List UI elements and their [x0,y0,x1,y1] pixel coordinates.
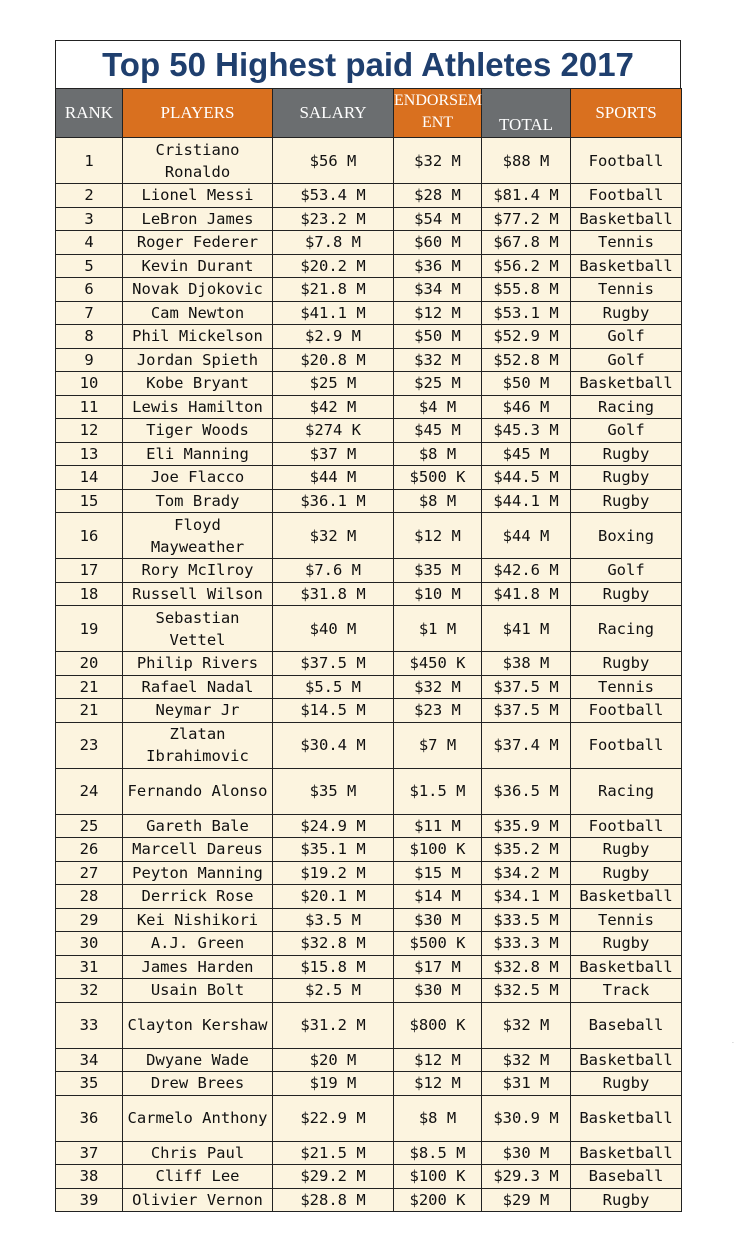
cell-player[interactable]: Russell Wilson [123,582,273,606]
cell-player[interactable]: Neymar Jr [123,699,273,723]
cell-player[interactable]: Joe Flacco [123,466,273,490]
cell-total[interactable]: $33.3 M [482,932,571,956]
table-row [56,466,682,490]
cell-endorsement[interactable]: $450 K [394,652,482,676]
cell-sport[interactable]: Basketball [571,254,682,278]
table-row [56,419,682,443]
cell-endorsement[interactable]: $23 M [394,699,482,723]
cell-endorsement[interactable]: $35 M [394,559,482,583]
cell-player[interactable]: Dwyane Wade [123,1048,273,1072]
cell-sport[interactable]: Basketball [571,1095,682,1141]
cell-rank[interactable]: 23 [56,722,123,768]
table-row [56,513,682,559]
cell-rank[interactable]: 36 [56,1095,123,1141]
cell-player[interactable]: James Harden [123,955,273,979]
cell-player[interactable]: LeBron James [123,207,273,231]
cell-total[interactable]: $46 M [482,395,571,419]
cell-sport[interactable]: Rugby [571,466,682,490]
cell-endorsement[interactable]: $17 M [394,955,482,979]
cell-player[interactable]: Novak Djokovic [123,278,273,302]
cell-sport[interactable]: Baseball [571,1002,682,1048]
cell-player[interactable]: Fernando Alonso [123,768,273,814]
header-total[interactable]: TOTAL [482,89,571,138]
cell-salary[interactable]: $25 M [273,372,394,396]
cell-endorsement[interactable]: $54 M [394,207,482,231]
cell-sport[interactable]: Racing [571,768,682,814]
cell-player[interactable]: Kei Nishikori [123,908,273,932]
cell-player[interactable]: Sebastian Vettel [123,606,273,652]
cell-salary[interactable]: $32.8 M [273,932,394,956]
cell-total[interactable]: $45.3 M [482,419,571,443]
cell-total[interactable]: $44.1 M [482,489,571,513]
cell-sport[interactable]: Rugby [571,582,682,606]
cell-endorsement[interactable]: $8 M [394,1095,482,1141]
cell-rank[interactable]: 1 [56,138,123,184]
cell-salary[interactable]: $20 M [273,1048,394,1072]
cell-salary[interactable]: $21.5 M [273,1141,394,1165]
cell-sport[interactable]: Rugby [571,442,682,466]
cell-sport[interactable]: Rugby [571,1072,682,1096]
cell-sport[interactable]: Football [571,138,682,184]
table-row [56,254,682,278]
cell-total[interactable]: $29 M [482,1188,571,1212]
cell-endorsement[interactable]: $10 M [394,582,482,606]
cell-endorsement[interactable]: $8 M [394,489,482,513]
cell-sport[interactable]: Baseball [571,1165,682,1189]
cell-salary[interactable]: $19 M [273,1072,394,1096]
cell-salary[interactable]: $7.8 M [273,231,394,255]
cell-sport[interactable]: Boxing [571,513,682,559]
cell-endorsement[interactable]: $12 M [394,513,482,559]
cell-sport[interactable]: Track [571,979,682,1003]
cell-total[interactable]: $35.9 M [482,814,571,838]
cell-salary[interactable]: $53.4 M [273,184,394,208]
cell-rank[interactable]: 39 [56,1188,123,1212]
cell-total[interactable]: $44.5 M [482,466,571,490]
cell-salary[interactable]: $23.2 M [273,207,394,231]
cell-total[interactable]: $44 M [482,513,571,559]
cell-player[interactable]: Kobe Bryant [123,372,273,396]
cell-salary[interactable]: $32 M [273,513,394,559]
table-row [56,885,682,909]
cell-player[interactable]: Cristiano Ronaldo [123,138,273,184]
cell-sport[interactable]: Football [571,699,682,723]
cell-salary[interactable]: $14.5 M [273,699,394,723]
cell-total[interactable]: $33.5 M [482,908,571,932]
cell-endorsement[interactable]: $60 M [394,231,482,255]
cell-total[interactable]: $32 M [482,1048,571,1072]
cell-total[interactable]: $32 M [482,1002,571,1048]
cell-salary[interactable]: $31.2 M [273,1002,394,1048]
cell-total[interactable]: $30 M [482,1141,571,1165]
cell-total[interactable]: $29.3 M [482,1165,571,1189]
header-sports[interactable]: SPORTS [571,89,682,138]
cell-salary[interactable]: $37.5 M [273,652,394,676]
cell-total[interactable]: $34.1 M [482,885,571,909]
cell-salary[interactable]: $41.1 M [273,301,394,325]
cell-salary[interactable]: $56 M [273,138,394,184]
cell-endorsement[interactable]: $28 M [394,184,482,208]
cell-player[interactable]: Usain Bolt [123,979,273,1003]
cell-player[interactable]: Clayton Kershaw [123,1002,273,1048]
table-row [56,582,682,606]
cell-rank[interactable]: 10 [56,372,123,396]
table-row [56,606,682,652]
cell-salary[interactable]: $28.8 M [273,1188,394,1212]
cell-sport[interactable]: Football [571,814,682,838]
cell-total[interactable]: $34.2 M [482,861,571,885]
cell-sport[interactable]: Basketball [571,207,682,231]
cell-salary[interactable]: $24.9 M [273,814,394,838]
cell-salary[interactable]: $29.2 M [273,1165,394,1189]
table-row [56,861,682,885]
cell-sport[interactable]: Rugby [571,301,682,325]
header-endorsement[interactable]: ENDORSEM ENT [394,89,482,138]
table-row [56,838,682,862]
cell-player[interactable]: Cliff Lee [123,1165,273,1189]
cell-sport[interactable]: Racing [571,395,682,419]
cell-player[interactable]: Tiger Woods [123,419,273,443]
cell-endorsement[interactable]: $1.5 M [394,768,482,814]
table-row [56,348,682,372]
table-row [56,138,682,184]
cell-sport[interactable]: Tennis [571,675,682,699]
header-players[interactable]: PLAYERS [123,89,273,138]
cell-rank[interactable]: 5 [56,254,123,278]
table-row [56,1165,682,1189]
cell-sport[interactable]: Tennis [571,231,682,255]
table-row [56,1095,682,1141]
table-row [56,932,682,956]
cell-salary[interactable]: $35.1 M [273,838,394,862]
table-row [56,1072,682,1096]
cell-sport[interactable]: Rugby [571,652,682,676]
cell-rank[interactable]: 7 [56,301,123,325]
cell-rank[interactable]: 17 [56,559,123,583]
table-row [56,372,682,396]
cell-sport[interactable]: Golf [571,348,682,372]
cell-rank[interactable]: 15 [56,489,123,513]
cell-rank[interactable]: 16 [56,513,123,559]
cell-total[interactable]: $55.8 M [482,278,571,302]
cell-endorsement[interactable]: $7 M [394,722,482,768]
cell-player[interactable]: Phil Mickelson [123,325,273,349]
cell-salary[interactable]: $20.1 M [273,885,394,909]
cell-sport[interactable]: Rugby [571,489,682,513]
table-row [56,395,682,419]
cell-endorsement[interactable]: $32 M [394,675,482,699]
cell-total[interactable]: $52.9 M [482,325,571,349]
table-row [56,955,682,979]
cell-salary[interactable]: $40 M [273,606,394,652]
cell-salary[interactable]: $44 M [273,466,394,490]
cell-rank[interactable]: 3 [56,207,123,231]
cell-sport[interactable]: Rugby [571,932,682,956]
cell-total[interactable]: $35.2 M [482,838,571,862]
cell-player[interactable]: Lionel Messi [123,184,273,208]
cell-rank[interactable]: 25 [56,814,123,838]
cell-sport[interactable]: Football [571,184,682,208]
cell-sport[interactable]: Basketball [571,1141,682,1165]
table-row [56,979,682,1003]
cell-player[interactable]: Peyton Manning [123,861,273,885]
table-row [56,231,682,255]
cell-rank[interactable]: 21 [56,699,123,723]
cell-rank[interactable]: 13 [56,442,123,466]
table-row [56,722,682,768]
cell-total[interactable]: $42.6 M [482,559,571,583]
cell-player[interactable]: Carmelo Anthony [123,1095,273,1141]
cell-total[interactable]: $32.8 M [482,955,571,979]
table-row [56,1048,682,1072]
cell-salary[interactable]: $2.5 M [273,979,394,1003]
table-row [56,652,682,676]
cell-player[interactable]: Roger Federer [123,231,273,255]
table-row [56,1002,682,1048]
cell-total[interactable]: $81.4 M [482,184,571,208]
cell-player[interactable]: Gareth Bale [123,814,273,838]
cell-total[interactable]: $53.1 M [482,301,571,325]
cell-total[interactable]: $41.8 M [482,582,571,606]
cell-sport[interactable]: Basketball [571,885,682,909]
cell-endorsement[interactable]: $100 K [394,838,482,862]
cell-salary[interactable]: $5.5 M [273,675,394,699]
cell-player[interactable]: Floyd Mayweather [123,513,273,559]
cell-sport[interactable]: Racing [571,606,682,652]
cell-salary[interactable]: $36.1 M [273,489,394,513]
cell-sport[interactable]: Golf [571,559,682,583]
cell-player[interactable]: Rafael Nadal [123,675,273,699]
cell-player[interactable]: Philip Rivers [123,652,273,676]
cell-endorsement[interactable]: $12 M [394,1048,482,1072]
cell-player[interactable]: Cam Newton [123,301,273,325]
cell-endorsement[interactable]: $8.5 M [394,1141,482,1165]
cell-total[interactable]: $38 M [482,652,571,676]
cell-salary[interactable]: $3.5 M [273,908,394,932]
cell-player[interactable]: Marcell Dareus [123,838,273,862]
table-row [56,699,682,723]
cell-total[interactable]: $50 M [482,372,571,396]
cell-endorsement[interactable]: $8 M [394,442,482,466]
cell-sport[interactable]: Rugby [571,838,682,862]
cell-endorsement[interactable]: $12 M [394,301,482,325]
cell-salary[interactable]: $31.8 M [273,582,394,606]
cell-endorsement[interactable]: $500 K [394,466,482,490]
cell-total[interactable]: $37.4 M [482,722,571,768]
cell-salary[interactable]: $2.9 M [273,325,394,349]
cell-endorsement[interactable]: $100 K [394,1165,482,1189]
cell-total[interactable]: $77.2 M [482,207,571,231]
cell-sport[interactable]: Rugby [571,861,682,885]
cell-rank[interactable]: 29 [56,908,123,932]
cell-endorsement[interactable]: $34 M [394,278,482,302]
cell-sport[interactable]: Tennis [571,278,682,302]
cell-salary[interactable]: $35 M [273,768,394,814]
cell-sport[interactable]: Football [571,722,682,768]
cell-rank[interactable]: 9 [56,348,123,372]
table-row [56,278,682,302]
header-row [56,89,682,138]
cell-player[interactable]: Zlatan Ibrahimovic [123,722,273,768]
cell-endorsement[interactable]: $15 M [394,861,482,885]
cell-player[interactable]: Drew Brees [123,1072,273,1096]
table-row [56,489,682,513]
cell-sport[interactable]: Rugby [571,1188,682,1212]
cell-sport[interactable]: Golf [571,325,682,349]
cell-rank[interactable]: 6 [56,278,123,302]
cell-player[interactable]: Jordan Spieth [123,348,273,372]
cell-endorsement[interactable]: $50 M [394,325,482,349]
cell-salary[interactable]: $21.8 M [273,278,394,302]
cell-endorsement[interactable]: $36 M [394,254,482,278]
cell-salary[interactable]: $30.4 M [273,722,394,768]
cell-total[interactable]: $36.5 M [482,768,571,814]
cell-total[interactable]: $52.8 M [482,348,571,372]
cell-endorsement[interactable]: $800 K [394,1002,482,1048]
cell-total[interactable]: $88 M [482,138,571,184]
cell-rank[interactable]: 33 [56,1002,123,1048]
table-row [56,442,682,466]
cell-endorsement[interactable]: $30 M [394,979,482,1003]
cell-total[interactable]: $37.5 M [482,675,571,699]
cell-endorsement[interactable]: $30 M [394,908,482,932]
cell-endorsement[interactable]: $4 M [394,395,482,419]
cell-endorsement[interactable]: $45 M [394,419,482,443]
cell-salary[interactable]: $7.6 M [273,559,394,583]
table-row [56,325,682,349]
cell-total[interactable]: $45 M [482,442,571,466]
header-rank[interactable]: RANK [56,89,123,138]
cell-rank[interactable]: 8 [56,325,123,349]
cell-endorsement[interactable]: $32 M [394,138,482,184]
cell-rank[interactable]: 37 [56,1141,123,1165]
cell-player[interactable]: Eli Manning [123,442,273,466]
cell-sport[interactable]: Golf [571,419,682,443]
cell-rank[interactable]: 12 [56,419,123,443]
cell-player[interactable]: Olivier Vernon [123,1188,273,1212]
spreadsheet [55,40,681,1212]
cell-endorsement[interactable]: $11 M [394,814,482,838]
cell-rank[interactable]: 18 [56,582,123,606]
cell-rank[interactable]: 2 [56,184,123,208]
cell-rank[interactable]: 28 [56,885,123,909]
table-row [56,908,682,932]
cell-player[interactable]: Lewis Hamilton [123,395,273,419]
page-title: Top 50 Highest paid Athletes 2017 [55,40,681,88]
cell-endorsement[interactable]: $500 K [394,932,482,956]
table-row [56,184,682,208]
cell-player[interactable]: Kevin Durant [123,254,273,278]
cell-player[interactable]: Derrick Rose [123,885,273,909]
cell-sport[interactable]: Basketball [571,1048,682,1072]
cell-rank[interactable]: 21 [56,675,123,699]
cell-sport[interactable]: Basketball [571,372,682,396]
athletes-table [55,88,682,1212]
table-row [56,207,682,231]
table-row [56,301,682,325]
cell-salary[interactable]: $37 M [273,442,394,466]
cell-rank[interactable]: 19 [56,606,123,652]
cell-endorsement[interactable]: $1 M [394,606,482,652]
cell-total[interactable]: $67.8 M [482,231,571,255]
cell-total[interactable]: $31 M [482,1072,571,1096]
cell-rank[interactable]: 24 [56,768,123,814]
cell-rank[interactable]: 11 [56,395,123,419]
cell-player[interactable]: Tom Brady [123,489,273,513]
table-body [56,138,682,1212]
cell-sport[interactable]: Tennis [571,908,682,932]
cell-rank[interactable]: 27 [56,861,123,885]
cell-player[interactable]: A.J. Green [123,932,273,956]
cell-rank[interactable]: 20 [56,652,123,676]
cell-salary[interactable]: $20.8 M [273,348,394,372]
cell-rank[interactable]: 38 [56,1165,123,1189]
cell-endorsement[interactable]: $12 M [394,1072,482,1096]
cell-endorsement[interactable]: $32 M [394,348,482,372]
cell-rank[interactable]: 4 [56,231,123,255]
table-row [56,1188,682,1212]
cell-salary[interactable]: $20.2 M [273,254,394,278]
cell-rank[interactable]: 35 [56,1072,123,1096]
cell-player[interactable]: Rory McIlroy [123,559,273,583]
cell-salary[interactable]: $19.2 M [273,861,394,885]
cell-sport[interactable]: Basketball [571,955,682,979]
table-row [56,559,682,583]
cell-endorsement[interactable]: $14 M [394,885,482,909]
cell-salary[interactable]: $274 K [273,419,394,443]
stray-mark: · [732,1040,734,1047]
cell-total[interactable]: $41 M [482,606,571,652]
table-row [56,768,682,814]
cell-player[interactable]: Chris Paul [123,1141,273,1165]
cell-total[interactable]: $37.5 M [482,699,571,723]
cell-rank[interactable]: 14 [56,466,123,490]
cell-total[interactable]: $56.2 M [482,254,571,278]
cell-salary[interactable]: $15.8 M [273,955,394,979]
cell-rank[interactable]: 30 [56,932,123,956]
cell-total[interactable]: $30.9 M [482,1095,571,1141]
cell-rank[interactable]: 31 [56,955,123,979]
cell-salary[interactable]: $22.9 M [273,1095,394,1141]
cell-rank[interactable]: 32 [56,979,123,1003]
table-row [56,814,682,838]
cell-salary[interactable]: $42 M [273,395,394,419]
cell-total[interactable]: $32.5 M [482,979,571,1003]
cell-endorsement[interactable]: $200 K [394,1188,482,1212]
cell-rank[interactable]: 34 [56,1048,123,1072]
cell-rank[interactable]: 26 [56,838,123,862]
cell-endorsement[interactable]: $25 M [394,372,482,396]
table-row [56,675,682,699]
header-salary[interactable]: SALARY [273,89,394,138]
table-row [56,1141,682,1165]
